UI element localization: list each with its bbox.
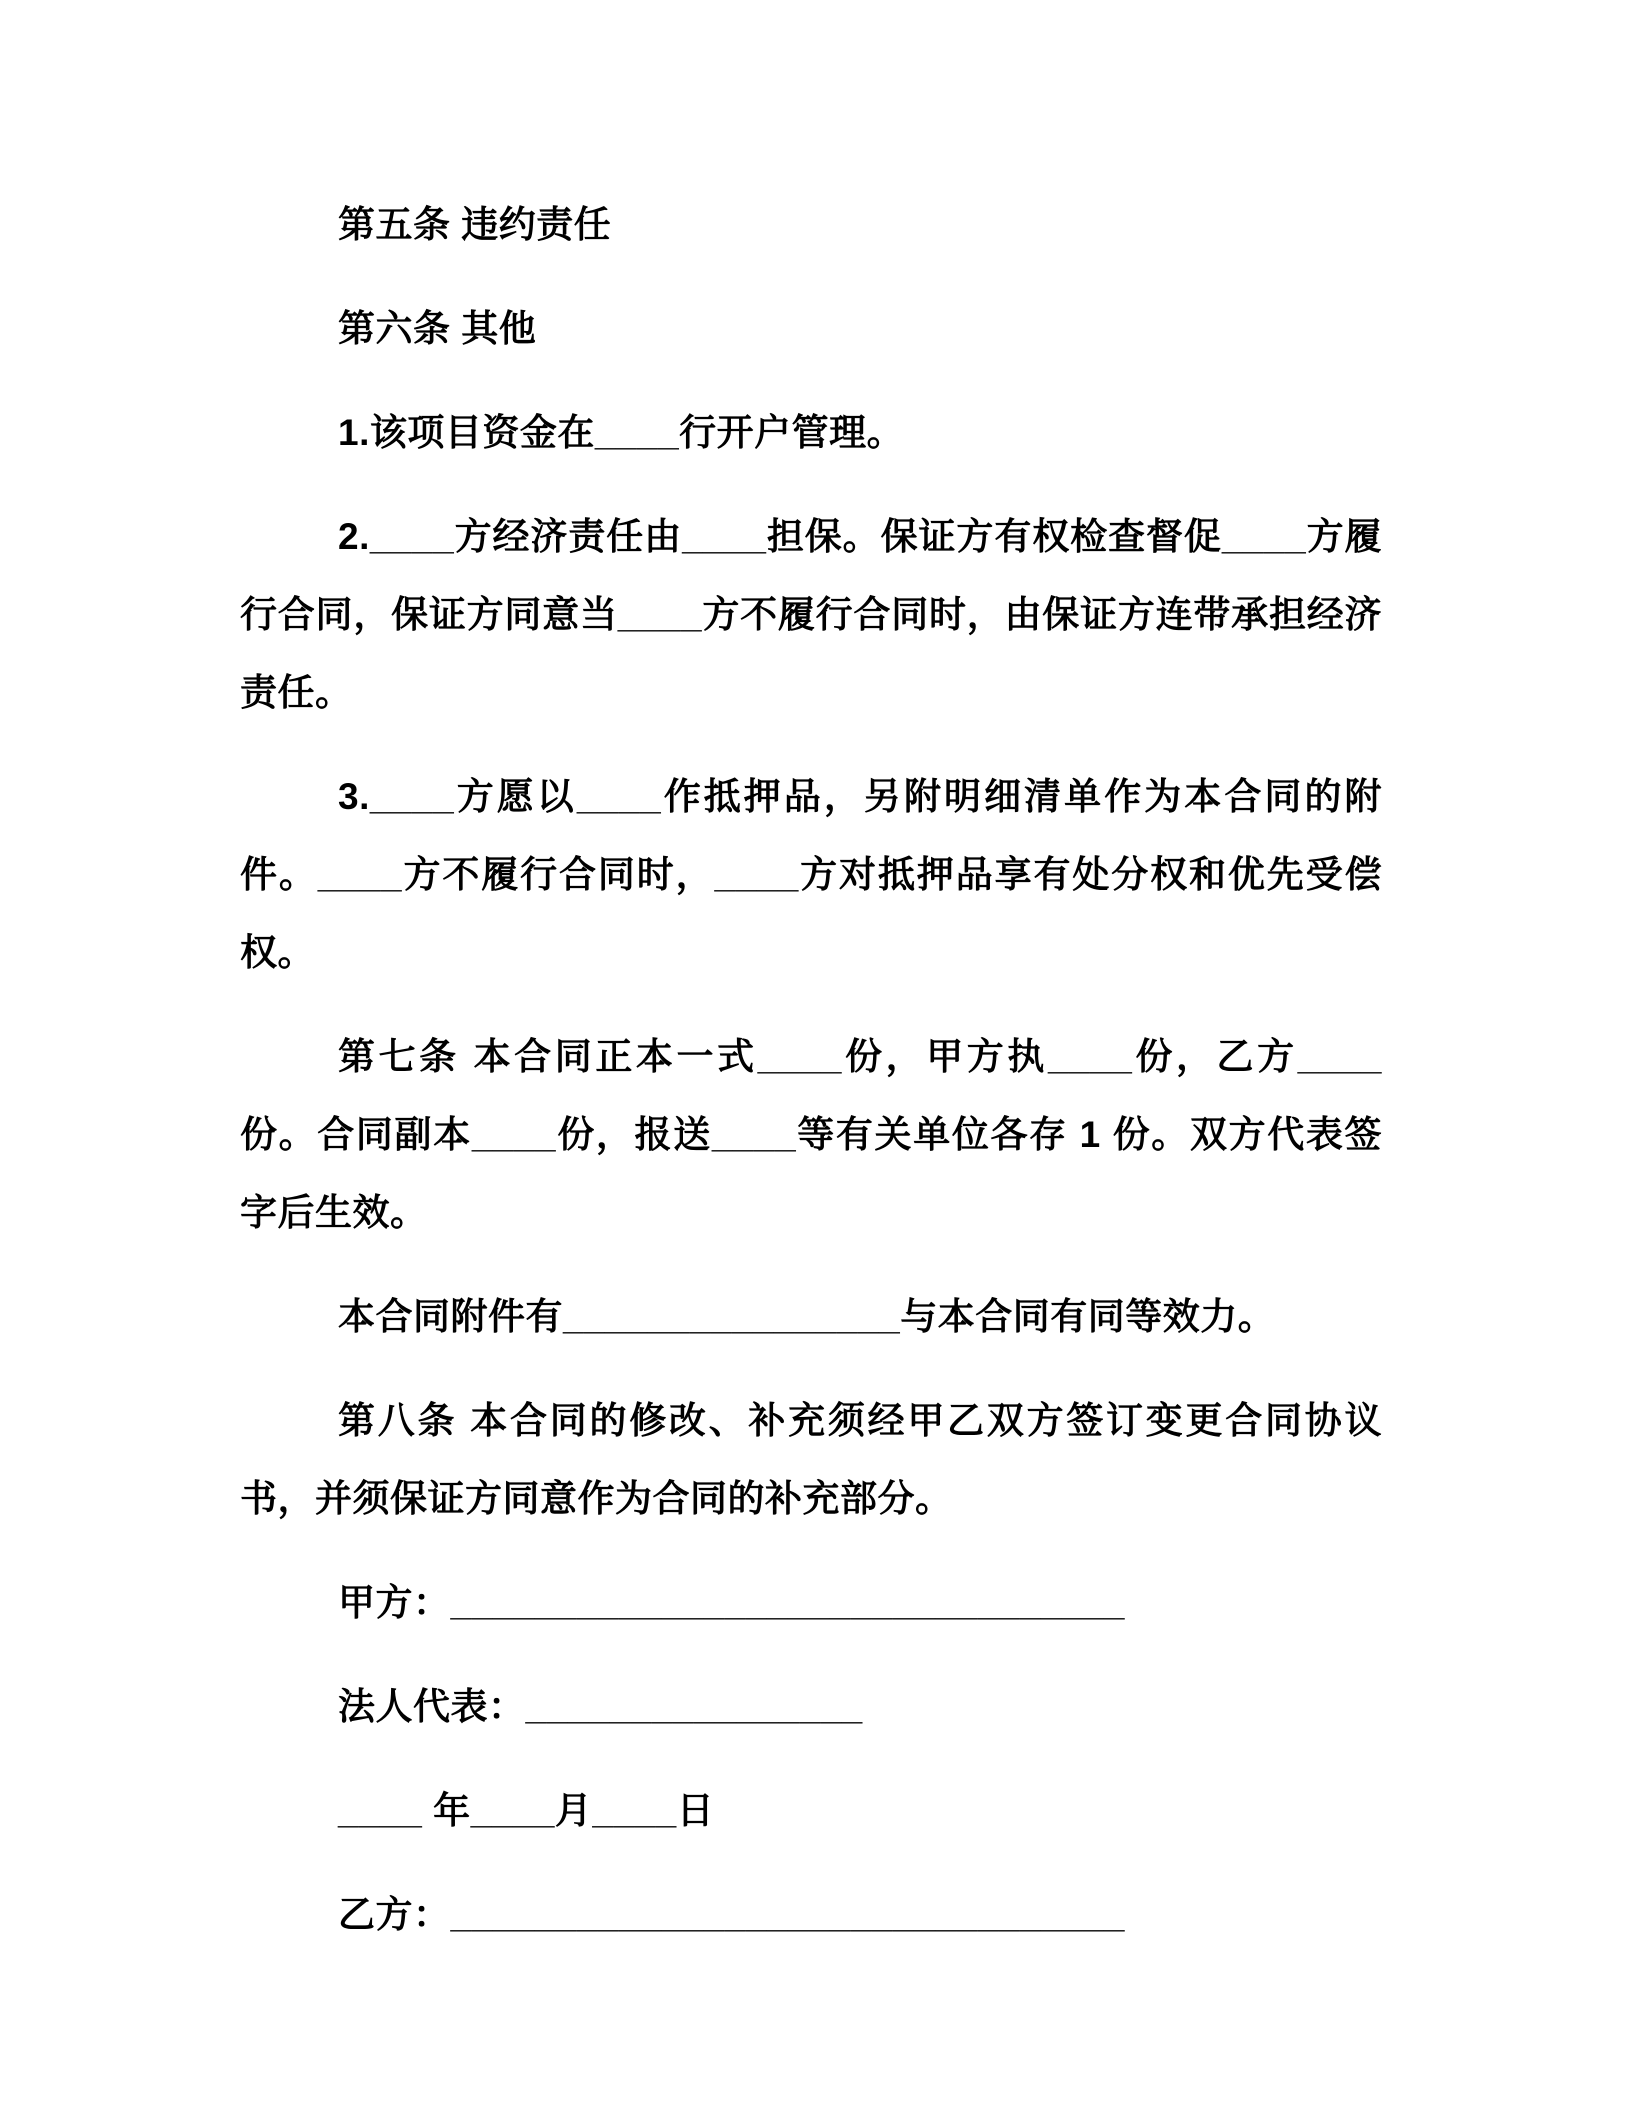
attachments-paragraph: 本合同附件有________________与本合同有同等效力。 [338, 1296, 1276, 1337]
clause-6-heading: 第六条 其他 [338, 308, 537, 349]
party-a-signature-line: 甲方：________________________________ [338, 1582, 1125, 1623]
party-b-signature-line: 乙方：________________________________ [338, 1894, 1125, 1935]
date-line: ____ 年____月____日 [338, 1790, 715, 1831]
legal-rep-line: 法人代表：________________ [338, 1686, 863, 1727]
clause-7-paragraph: 第七条 本合同正本一式____份，甲方执____份，乙方____份。合同副本____份，报送____等有关单位各存 1 份。双方代表签字后生效。 [240, 1036, 1382, 1233]
clause-5-heading: 第五条 违约责任 [338, 204, 612, 245]
clause-6-item-3: 3.____方愿以____作抵押品，另附明细清单作为本合同的附件。____方不履行合同时，____方对抵押品享有处分权和优先受偿权。 [240, 776, 1382, 973]
clause-8-paragraph: 第八条 本合同的修改、补充须经甲乙双方签订变更合同协议书，并须保证方同意作为合同的补充部分。 [240, 1400, 1382, 1519]
clause-6-item-2: 2.____方经济责任由____担保。保证方有权检查督促____方履行合同，保证方同意当____方不履行合同时，由保证方连带承担经济责任。 [240, 516, 1382, 713]
clause-6-item-1: 1.该项目资金在____行开户管理。 [338, 412, 905, 453]
